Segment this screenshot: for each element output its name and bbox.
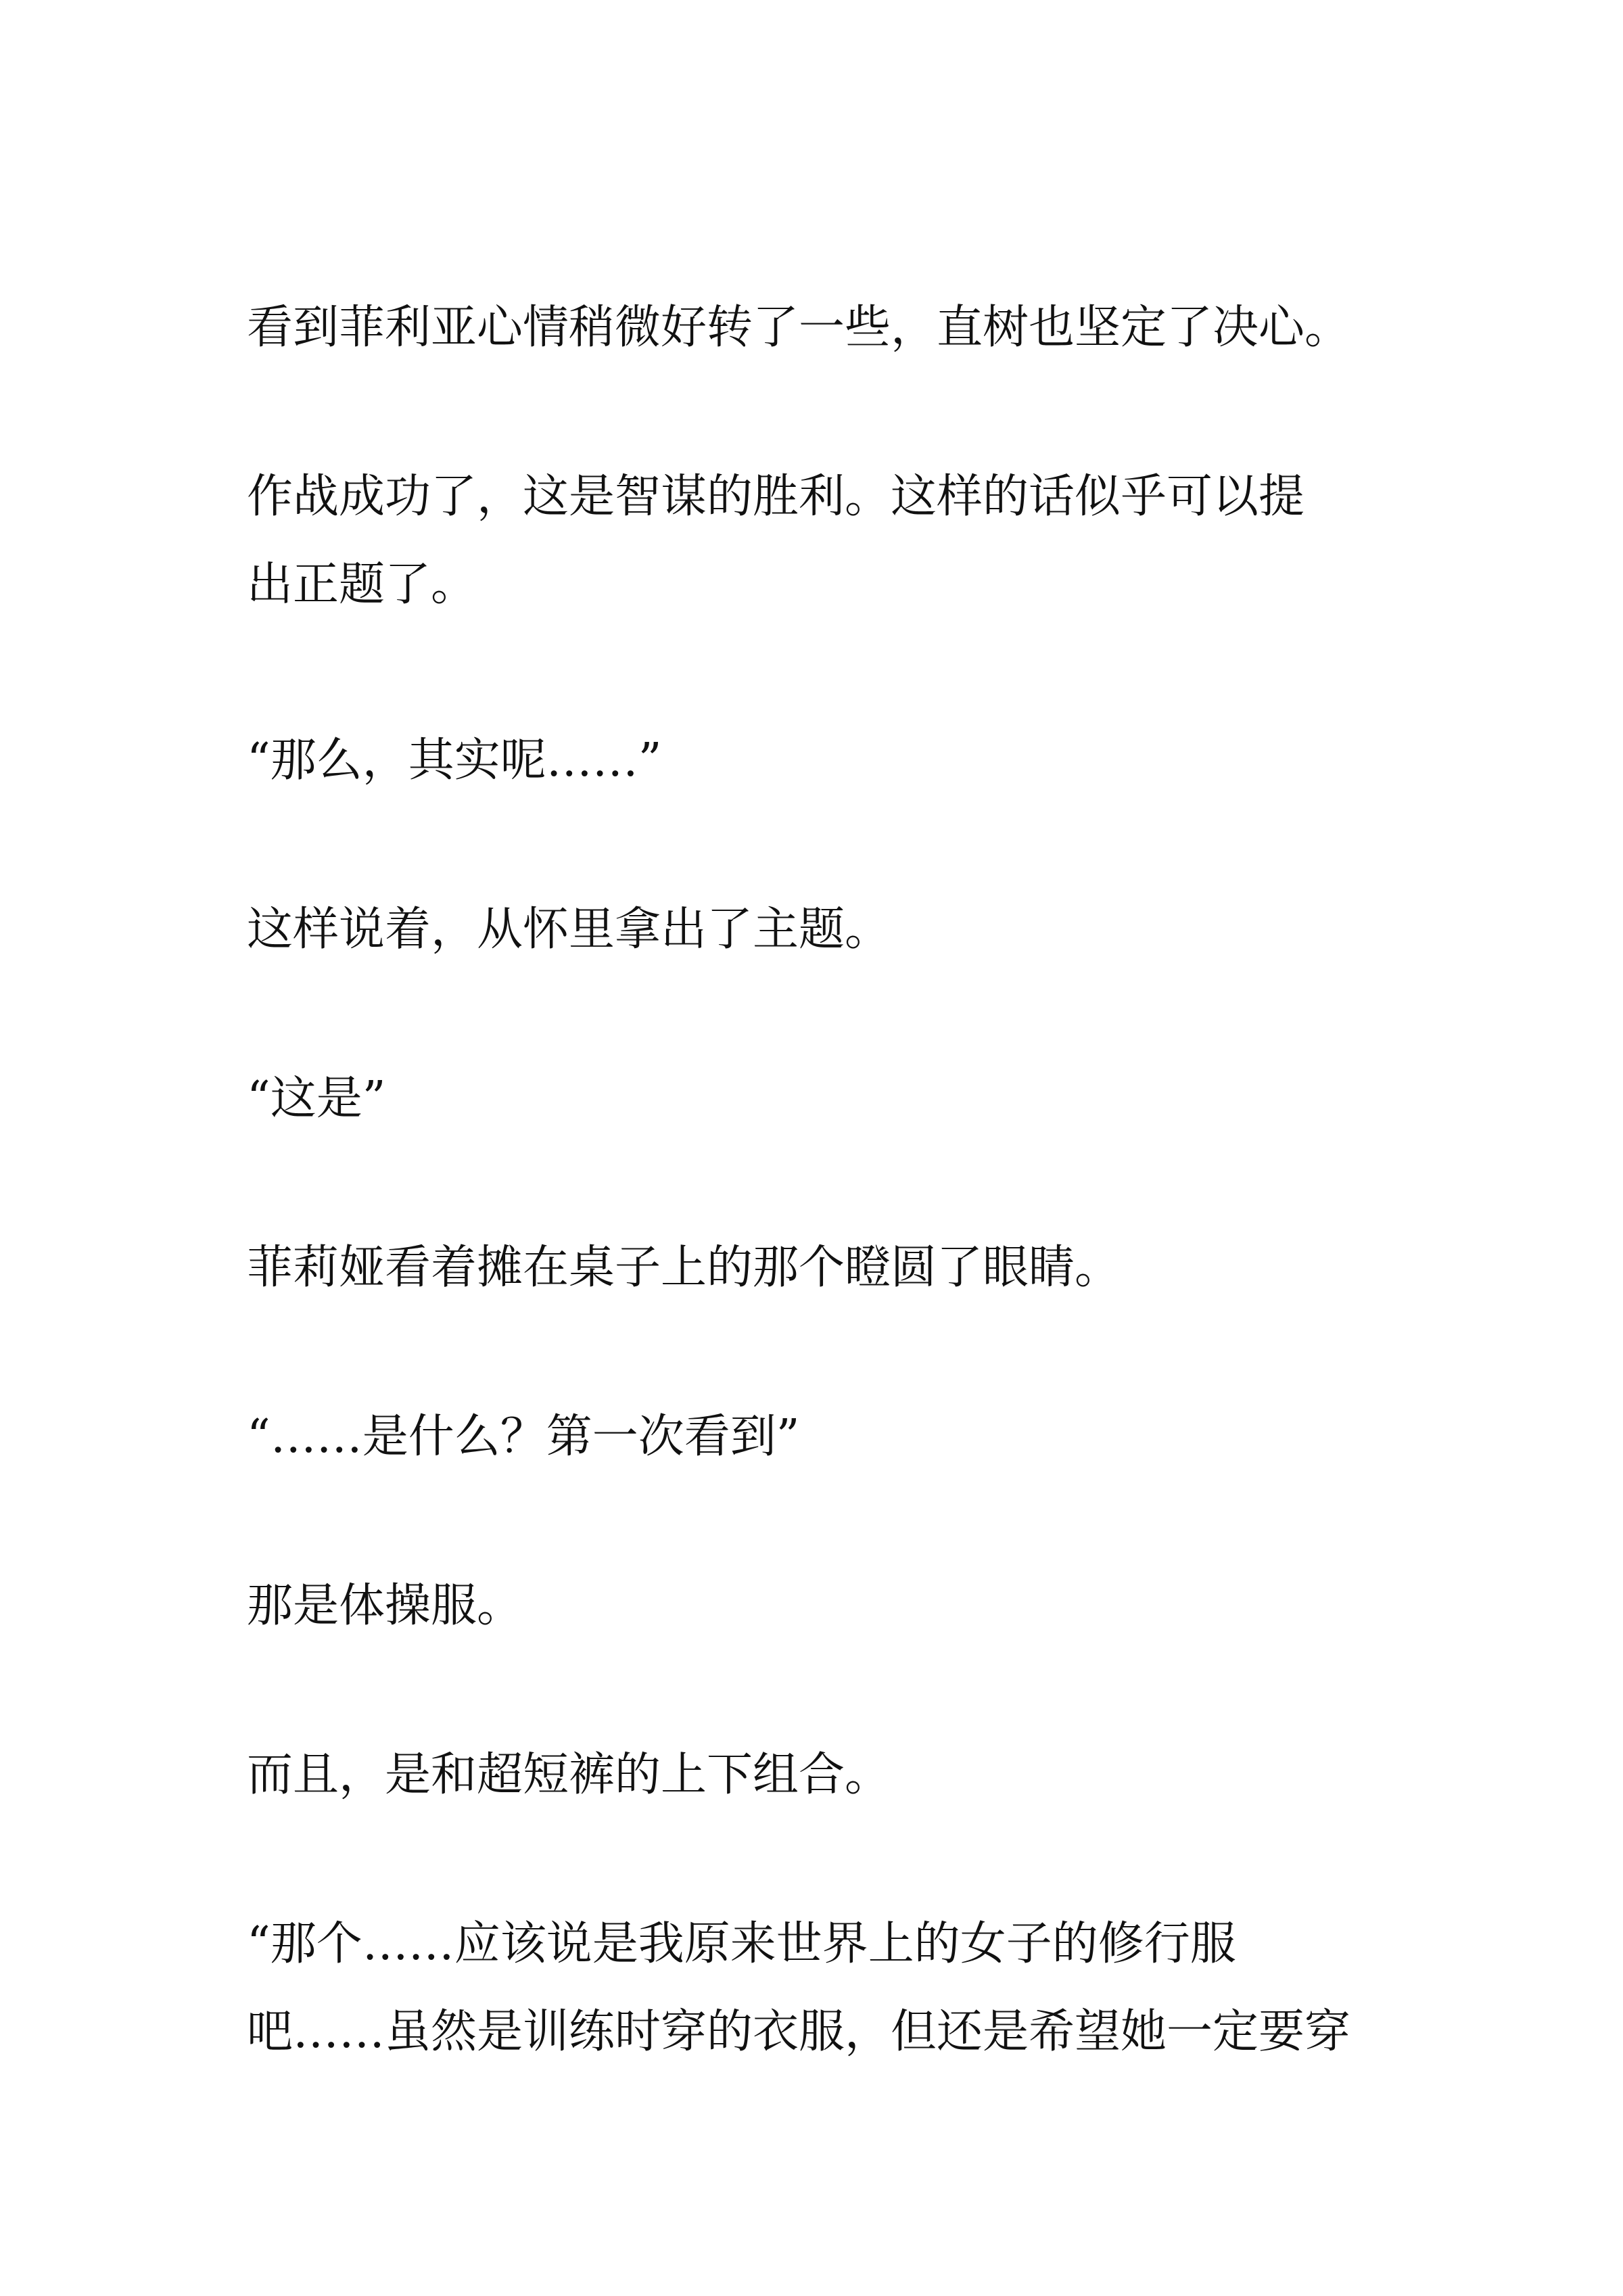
paragraph-4 — [247, 886, 1390, 974]
paragraph-line: 吧……虽然是训练时穿的衣服，但还是希望她一定要穿 — [247, 2005, 1351, 2059]
paragraph-10 — [247, 1900, 1390, 2076]
paragraph-line: 出正题了。 — [247, 558, 477, 611]
paragraph-line: 看到菲利亚心情稍微好转了一些，直树也坚定了决心。 — [247, 301, 1351, 354]
paragraph-1 — [247, 284, 1390, 372]
paragraph-7 — [247, 1393, 1390, 1481]
paragraph-line: “……是什么？第一次看到” — [247, 1410, 800, 1463]
paragraph-9 — [247, 1731, 1390, 1819]
paragraph-line: “那么，其实呢……” — [247, 734, 662, 787]
paragraph-line: 菲莉娅看着摊在桌子上的那个瞪圆了眼睛。 — [247, 1241, 1121, 1294]
paragraph-line: 这样说着，从怀里拿出了主题。 — [247, 903, 891, 956]
paragraph-3 — [247, 717, 1390, 805]
paragraph-5 — [247, 1055, 1390, 1143]
paragraph-line: “这是” — [247, 1072, 386, 1125]
paragraph-6 — [247, 1224, 1390, 1312]
paragraph-line: “那个……应该说是我原来世界上的女子的修行服 — [247, 1917, 1236, 1971]
paragraph-line: 作战成功了，这是智谋的胜利。这样的话似乎可以提 — [247, 470, 1305, 523]
paragraph-line: 而且，是和超短裤的上下组合。 — [247, 1748, 891, 1802]
paragraph-line: 那是体操服。 — [247, 1579, 523, 1633]
paragraph-2 — [247, 453, 1390, 629]
paragraph-8 — [247, 1562, 1390, 1650]
